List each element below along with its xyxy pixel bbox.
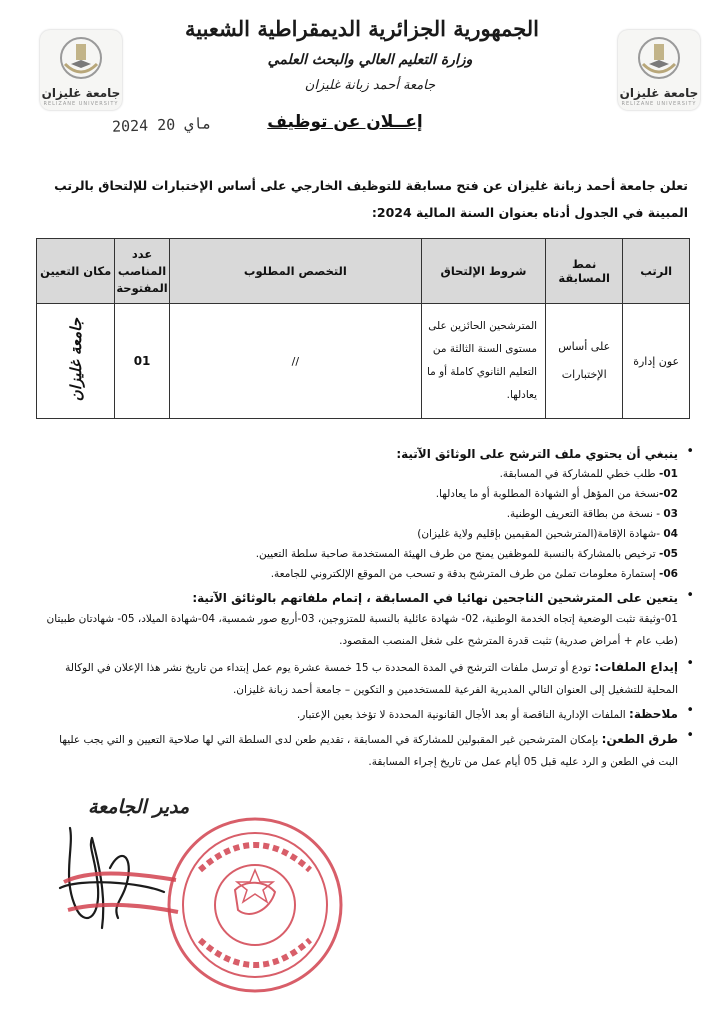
logo-emblem-icon xyxy=(635,34,683,86)
logo-caption: جامعة غليزان xyxy=(619,86,699,100)
university-logo-left xyxy=(40,30,122,110)
header-place: مكان التعيين xyxy=(37,239,115,304)
intro-paragraph: تعلن جامعة أحمد زبانة غليزان عن فتح مسابقة للتوظيف الخارجي على أساس الإختبارات للإلتحاق بالرتب المبينة في الجدول أدناه بعنوان السنة المالية 2024: xyxy=(54,178,688,220)
note-text: الملفات الإدارية الناقصة أو بعد الأجال القانونية المحددة لا تؤخذ بعين الإعتبار. xyxy=(296,709,626,721)
logo-subcaption: RELIZANE UNIVERSITY xyxy=(621,101,697,107)
logo-caption: جامعة غليزان xyxy=(41,86,121,100)
note-label: ملاحظة: xyxy=(629,707,678,721)
date-stamp: 2024 ماي 20 xyxy=(111,114,212,136)
header-rank: الرتب xyxy=(623,239,690,304)
deposit-section xyxy=(38,656,694,701)
republic-heading: الجمهورية الجزائرية الديمقراطية الشعبية xyxy=(184,16,539,41)
cell-positions: 01 xyxy=(115,304,169,419)
logo-emblem-icon xyxy=(57,34,105,86)
signature-title: مدير الجامعة xyxy=(88,796,190,818)
cell-conditions: المترشحين الحائزين على مستوى السنة الثالثة من التعليم الثانوي كاملة أو ما يعادلها. xyxy=(421,304,545,419)
announcement-body xyxy=(38,444,694,773)
cell-specialty: // xyxy=(169,304,421,419)
header-positions: عدد المناصب المفتوحة xyxy=(115,239,169,304)
cell-place xyxy=(37,304,115,419)
list-item: 05- ترخيص بالمشاركة بالنسبة للموظفين يمنح من طرف الهيئة المستخدمة صاحبة سلطة التعيين. xyxy=(255,548,678,560)
bullet-icon: • xyxy=(686,656,694,671)
bullet-icon: • xyxy=(686,728,694,743)
appeal-section xyxy=(38,728,694,773)
note-section xyxy=(38,703,694,726)
positions-table xyxy=(36,238,690,419)
documents-section xyxy=(38,444,694,584)
cell-mode: على أساس الإختبارات xyxy=(546,304,623,419)
bullet-icon: • xyxy=(686,703,694,718)
appeal-text: بإمكان المترشحين غير المقبولين للمشاركة في المسابقة ، تقديم طعن لدى السلطة التي لها صلاحية التعيين و التي يجب عليها البت في الطعن و الرد عليه قبل 05 أيام عمل من تاريخ إجراء المسابقة. xyxy=(59,734,678,768)
list-item: 06- إستمارة معلومات تملئ من طرف المترشح بدقة و تسحب من الموقع الإلكتروني للجامعة. xyxy=(270,568,678,580)
finalists-heading: يتعين على المترشحين الناجحين نهائيا في المسابقة ، إتمام ملفاتهم بالوثائق الآتية: xyxy=(192,591,678,605)
header-mode: نمط المسابقة xyxy=(546,239,623,304)
bullet-icon: • xyxy=(686,588,694,603)
ministry-heading: وزارة التعليم العالي والبحث العلمي xyxy=(267,52,473,68)
header-specialty: التخصص المطلوب xyxy=(169,239,421,304)
cell-rank: عون إدارة xyxy=(623,304,690,419)
table-row xyxy=(37,304,690,419)
deposit-text: تودع أو ترسل ملفات الترشح في المدة المحددة ب 15 خمسة عشرة يوم عمل إبتداء من تاريخ نشر هذا الإعلان في الوكالة المحلية للتشغيل إلى العنوان التالي المديرية الفرعية للمستخدمين و التكوين – جامعة أحمد زبانة غليزان. xyxy=(65,662,678,696)
university-heading: جامعة أحمد زبانة غليزان xyxy=(304,78,436,93)
red-ink-mark xyxy=(58,862,188,932)
deposit-label: إيداع الملفات: xyxy=(594,660,678,674)
page-title: إعــلان عن توظيف xyxy=(267,112,423,132)
appeal-label: طرق الطعن: xyxy=(601,732,678,746)
list-item: 01- طلب خطي للمشاركة في المسابقة. xyxy=(499,468,678,480)
place-label: جامعة غليزان xyxy=(66,317,85,402)
list-item: 03 - نسخة من بطاقة التعريف الوطنية. xyxy=(506,508,678,520)
header-conditions: شروط الإلتحاق xyxy=(421,239,545,304)
bullet-icon: • xyxy=(686,444,694,459)
table-header-row xyxy=(37,239,690,304)
documents-heading: ينبغي أن يحتوي ملف الترشح على الوثائق الآتية: xyxy=(396,447,678,461)
list-item: 02-نسخة من المؤهل أو الشهادة المطلوبة أو ما يعادلها. xyxy=(435,488,678,500)
finalists-section xyxy=(38,588,694,652)
university-logo-right xyxy=(618,30,700,110)
official-stamp xyxy=(160,810,350,1000)
list-item: 04 -شهادة الإقامة(المترشحين المقيمين بإقليم ولاية غليزان) xyxy=(417,528,678,540)
logo-subcaption: RELIZANE UNIVERSITY xyxy=(43,101,119,107)
finalists-text: 01-وثيقة تثبت الوضعية إتجاه الخدمة الوطنية، 02- شهادة عائلية بالنسبة للمتزوجين، 03-أربع صور شمسية، 04-شهادة الميلاد، 05- شهادتان طبيتان (طب عام + أمراض صدرية) تثبت قدرة المترشح على شغل المنصب المقصود. xyxy=(46,613,678,647)
